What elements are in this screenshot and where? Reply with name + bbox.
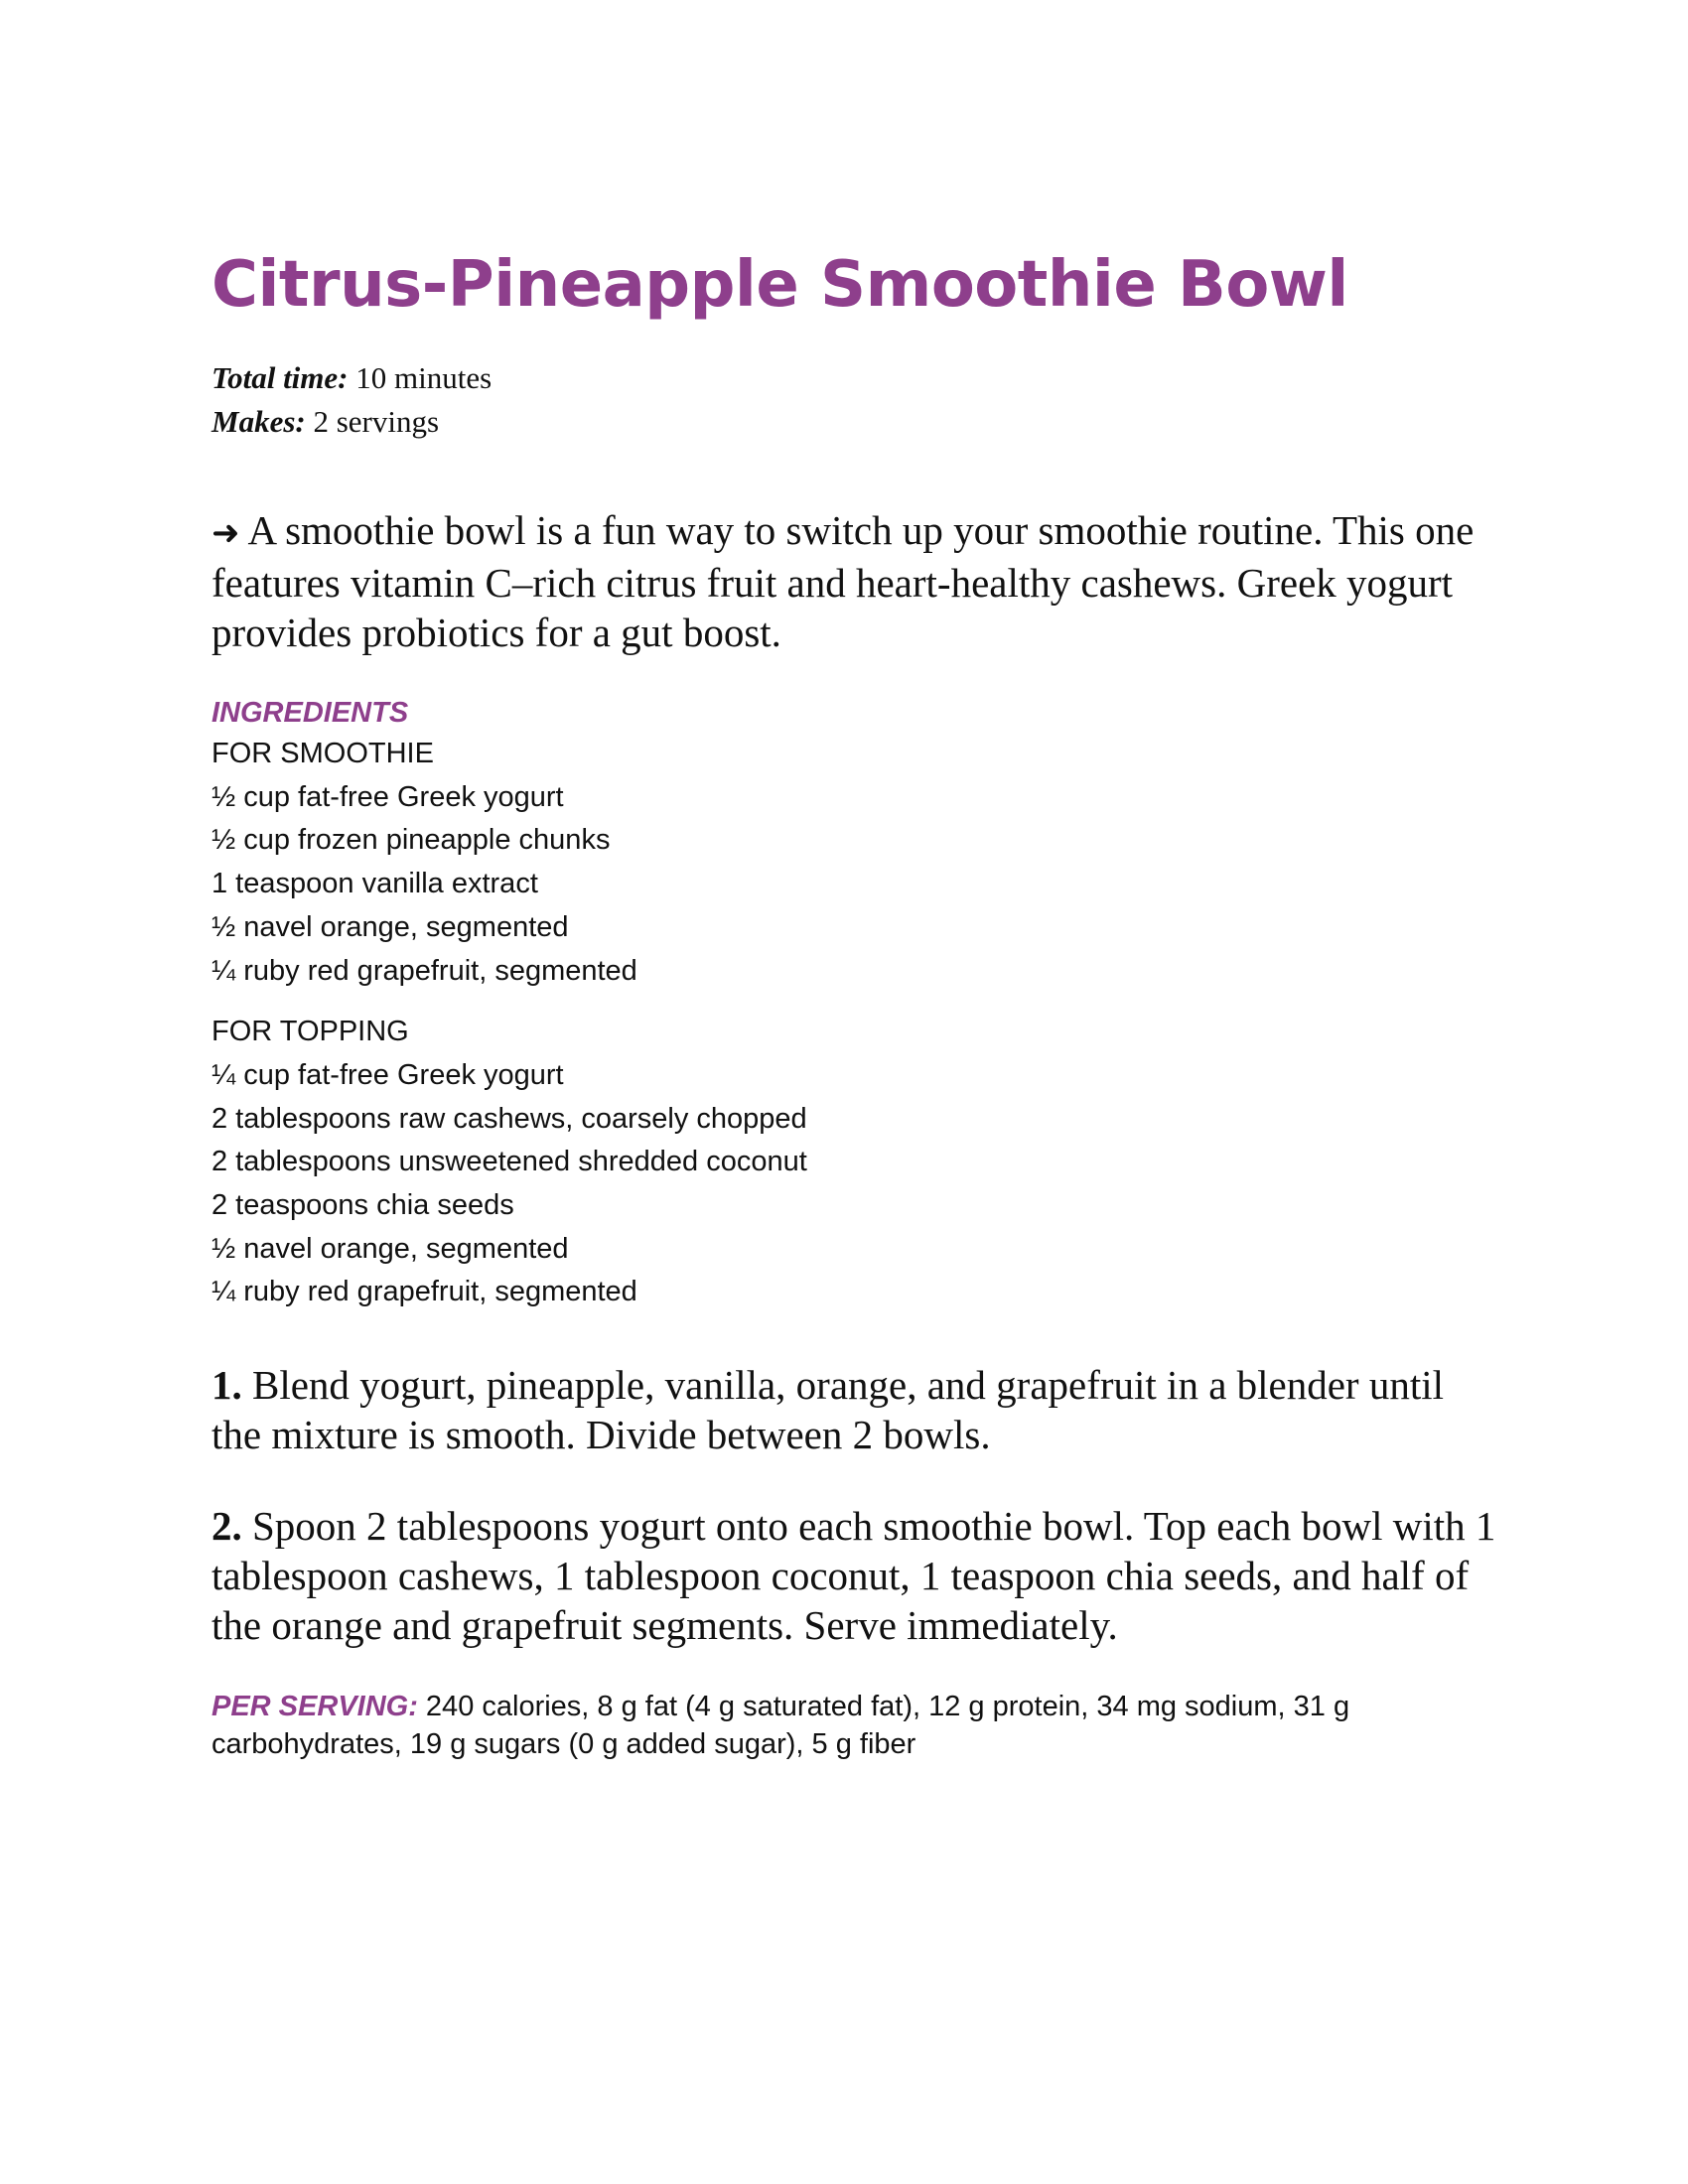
list-item: 2 teaspoons chia seeds — [211, 1189, 514, 1222]
list-item: ¼ cup fat-free Greek yogurt — [211, 1058, 564, 1091]
list-item: ½ cup frozen pineapple chunks — [211, 824, 611, 857]
step-text: Blend yogurt, pineapple, vanilla, orange, and grapefruit in a blender until the mixture is smooth. Divide between 2 bowls. — [211, 1362, 1445, 1458]
step-number: 2. — [211, 1503, 242, 1550]
total-time-value: 10 minutes — [348, 360, 492, 395]
makes-value: 2 servings — [305, 404, 440, 439]
list-item: ½ cup fat-free Greek yogurt — [211, 780, 564, 813]
topping-ingredients — [211, 1011, 1502, 1314]
smoothie-subheading: FOR SMOOTHIE — [211, 738, 434, 769]
list-item: 2 tablespoons unsweetened shredded coconut — [211, 1146, 807, 1178]
smoothie-ingredients — [211, 733, 1502, 993]
step-text: Spoon 2 tablespoons yogurt onto each smoothie bowl. Top each bowl with 1 tablespoon cashews, 1 tablespoon coconut, 1 teaspoon chia seeds, and half of the orange and grapefruit segments. Serve immediately. — [211, 1503, 1496, 1649]
list-item: 1 teaspoon vanilla extract — [211, 868, 538, 900]
list-item: ½ navel orange, segmented — [211, 910, 569, 943]
list-item: ¼ ruby red grapefruit, segmented — [211, 954, 637, 987]
makes-line — [211, 400, 1502, 444]
list-item: ¼ ruby red grapefruit, segmented — [211, 1276, 637, 1308]
per-serving-label: PER SERVING: — [211, 1691, 418, 1723]
total-time-label: Total time: — [211, 360, 349, 395]
per-serving-text: 240 calories, 8 g fat (4 g saturated fat), 12 g protein, 34 mg sodium, 31 g carbohydrates, 19 g sugars (0 g added sugar), 5 g fiber — [211, 1691, 1350, 1761]
recipe-title: Citrus-Pineapple Smoothie Bowl — [211, 248, 1348, 322]
step-number: 1. — [211, 1362, 242, 1409]
arrow-icon: ➜ — [211, 513, 240, 553]
intro-text: A smoothie bowl is a fun way to switch up your smoothie routine. This one features vitamin C–rich citrus fruit and heart-healthy cashews. Greek yogurt provides probiotics for a gut boost. — [211, 507, 1475, 655]
recipe-meta — [211, 356, 1502, 444]
ingredients-heading: INGREDIENTS — [211, 697, 409, 729]
nutrition-info — [211, 1688, 1502, 1763]
topping-subheading: FOR TOPPING — [211, 1016, 409, 1048]
intro-paragraph — [211, 505, 1502, 657]
makes-label: Makes: — [211, 404, 306, 439]
list-item: 2 tablespoons raw cashews, coarsely chopped — [211, 1102, 807, 1135]
step-2 — [211, 1501, 1502, 1650]
step-1 — [211, 1360, 1502, 1459]
list-item: ½ navel orange, segmented — [211, 1232, 569, 1265]
total-time-line — [211, 356, 1502, 400]
recipe-page — [211, 248, 1502, 1763]
